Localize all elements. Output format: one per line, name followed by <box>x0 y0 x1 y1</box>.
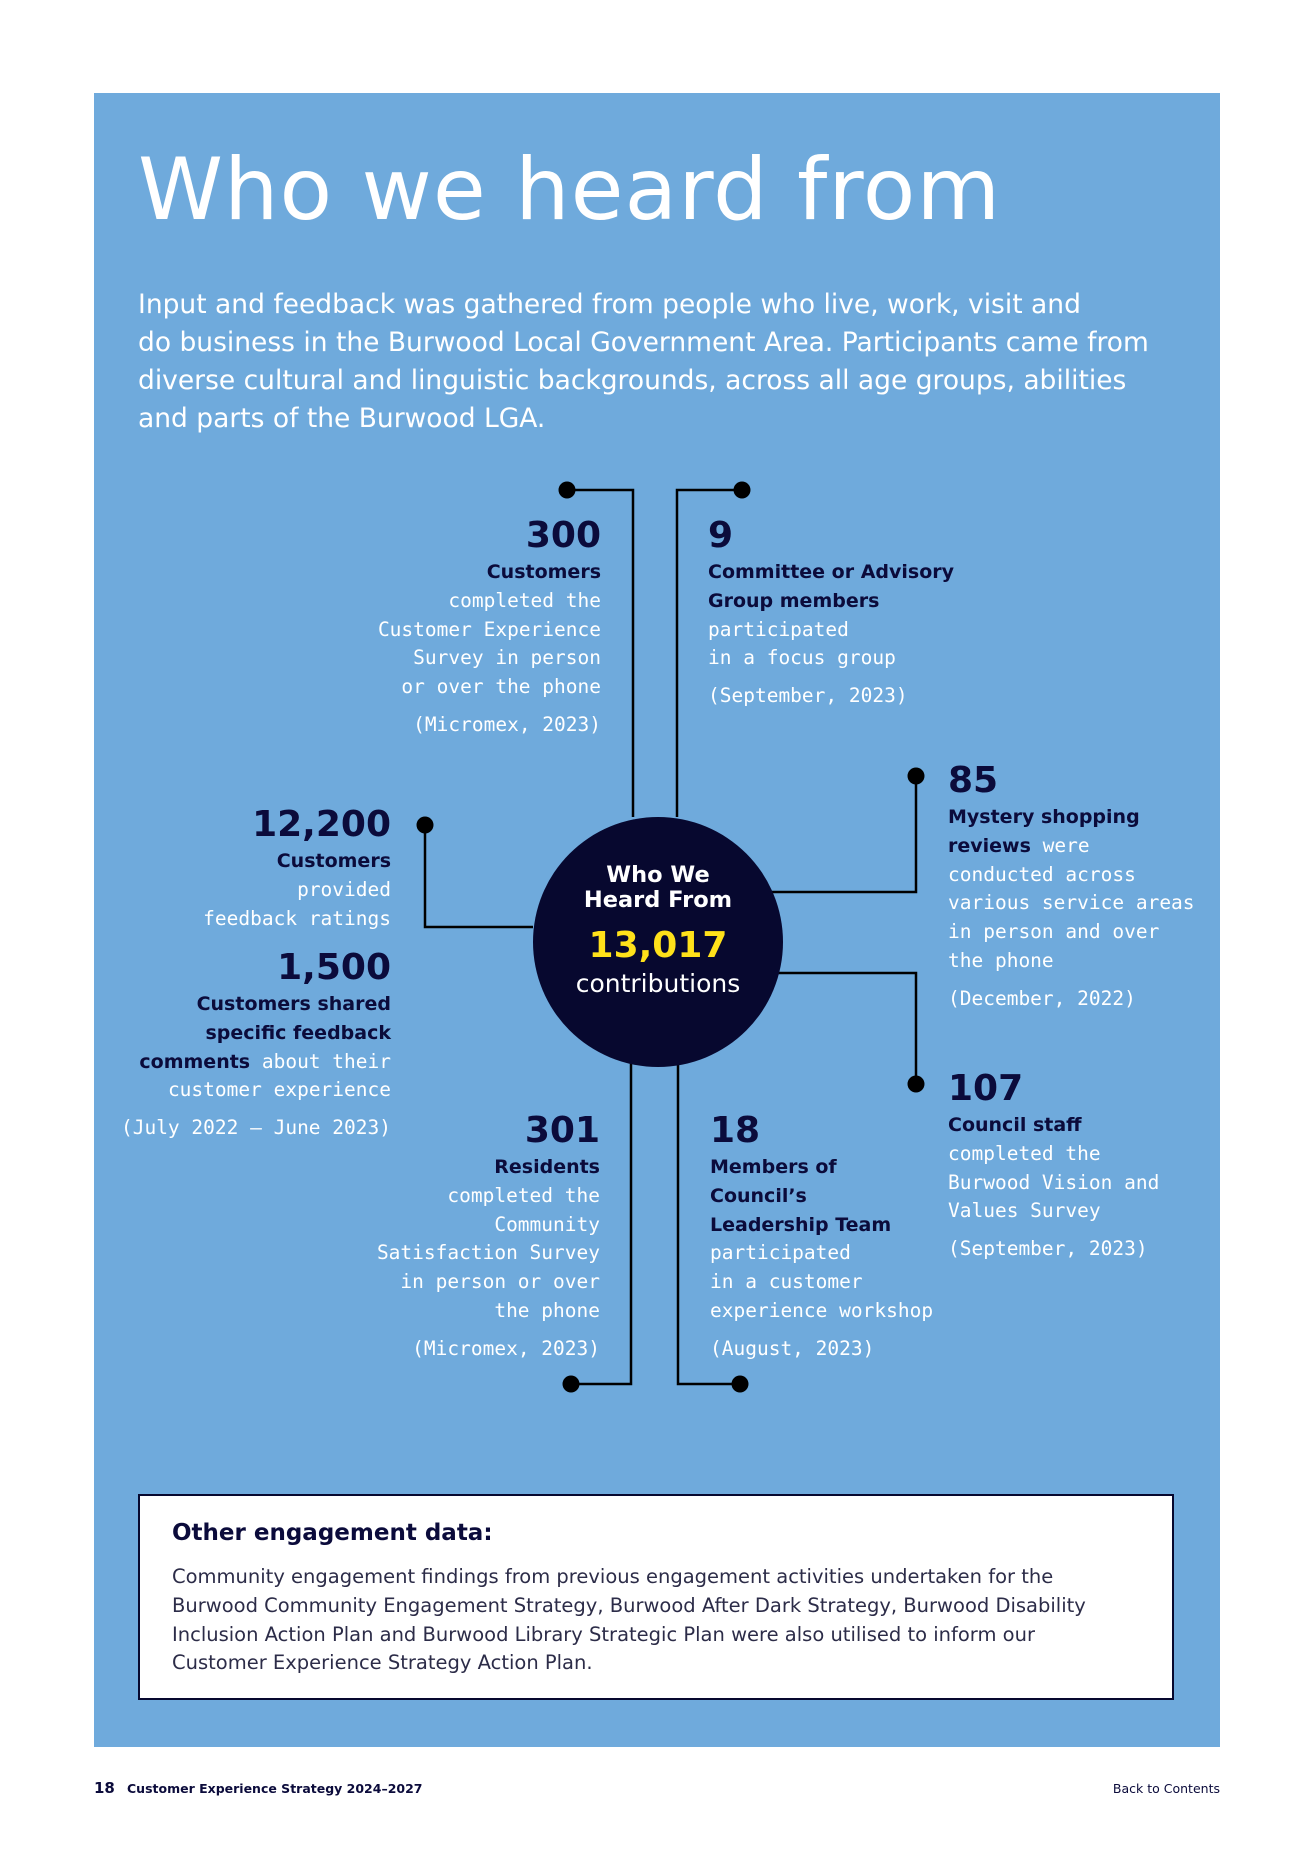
stat-label-bold: Mystery shopping <box>948 806 1140 828</box>
stat-feedback-comments <box>121 946 391 1143</box>
stat-text: experience workshop <box>710 1298 934 1322</box>
stat-number: 85 <box>948 760 999 801</box>
connector-left <box>425 825 533 927</box>
stat-residents <box>377 1109 600 1364</box>
stat-label-bold: specific feedback <box>205 1021 391 1044</box>
intro-line: do business in the Burwood Local Government Area. Participants came from <box>138 327 1149 358</box>
circle-heading: Who We Heard From <box>583 862 733 913</box>
intro-line: Input and feedback was gathered from people who live, work, visit and <box>138 289 1081 320</box>
stat-text: Burwood Vision and <box>948 1170 1160 1194</box>
stat-text: in person or over <box>400 1270 600 1294</box>
stat-mixed-line: comments about their <box>139 1049 391 1073</box>
connector-dot <box>417 817 434 834</box>
other-engagement-box <box>138 1494 1174 1700</box>
stat-source: (Micromex, 2023) <box>412 1336 600 1360</box>
stat-label-bold: Council staff <box>948 1114 1082 1136</box>
stat-text: the phone <box>494 1298 600 1322</box>
stat-text: Values Survey <box>948 1199 1101 1223</box>
connector-right-lower <box>772 973 916 1084</box>
intro-line: and parts of the Burwood LGA. <box>138 403 546 434</box>
connector-dot <box>908 768 925 785</box>
stat-source: (September, 2023) <box>948 1237 1148 1261</box>
stat-number: 18 <box>710 1110 761 1151</box>
stat-customer-survey <box>378 514 601 740</box>
stat-text: or over the phone <box>401 675 601 699</box>
stat-text: participated <box>710 1241 851 1265</box>
stat-text: feedback ratings <box>203 906 391 930</box>
stat-label-bold: Customers <box>486 561 601 583</box>
stat-text: the phone <box>948 948 1054 972</box>
stat-feedback-ratings <box>203 803 391 933</box>
footer-document-title: Customer Experience Strategy 2024–2027 <box>127 1781 423 1796</box>
intro-line: diverse cultural and linguistic backgrounds, across all age groups, abilities <box>138 365 1127 396</box>
stat-text: conducted across <box>948 862 1136 886</box>
stat-text: Survey in person <box>413 646 601 670</box>
connector-dot <box>732 1376 749 1393</box>
connector-dot <box>734 482 751 499</box>
other-engagement-title: Other engagement data: <box>172 1520 493 1546</box>
stat-text: various service areas <box>948 891 1195 915</box>
stat-source: (August, 2023) <box>710 1336 875 1360</box>
stat-text: participated <box>708 617 849 641</box>
stat-number: 9 <box>708 515 734 556</box>
box-text-line: Inclusion Action Plan and Burwood Library Strategic Plan were also utilised to inform our <box>172 1622 1035 1646</box>
stat-mixed-line: reviews were <box>948 833 1090 857</box>
stat-mystery-shopping <box>948 759 1195 1014</box>
stat-number: 12,200 <box>252 804 391 845</box>
connector-dot <box>563 1376 580 1393</box>
stat-label-bold: Customers <box>276 850 391 872</box>
stat-leadership-team <box>710 1109 933 1364</box>
stat-label-bold: Group members <box>708 589 880 612</box>
stat-label-bold: Members of <box>710 1156 837 1178</box>
stat-text: in a customer <box>710 1270 863 1294</box>
stat-number: 300 <box>525 515 601 556</box>
stat-text: completed the <box>448 588 601 612</box>
stat-text: in a focus group <box>708 646 896 670</box>
total-contributions-circle <box>533 817 783 1067</box>
connector-dot <box>908 1076 925 1093</box>
box-text-line: Customer Experience Strategy Action Plan. <box>172 1651 593 1675</box>
stat-text: completed the <box>447 1183 600 1207</box>
stat-label-bold: Customers shared <box>196 993 391 1015</box>
stat-number: 301 <box>524 1110 600 1151</box>
page-number: 18 <box>94 1779 115 1797</box>
box-text-line: Burwood Community Engagement Strategy, Burwood After Dark Strategy, Burwood Disability <box>172 1593 1086 1617</box>
stat-label-bold: Council’s <box>710 1184 807 1207</box>
stat-text: Satisfaction Survey <box>376 1241 600 1265</box>
stat-source: (September, 2023) <box>708 684 908 708</box>
box-text-line: Community engagement findings from previous engagement activities undertaken for the <box>172 1565 1054 1588</box>
stat-council-staff <box>948 1067 1159 1264</box>
connector-right-upper <box>772 776 916 892</box>
stat-committee <box>708 514 954 711</box>
stat-source: (December, 2022) <box>948 986 1136 1010</box>
back-to-contents-link[interactable]: Back to Contents <box>1112 1781 1220 1796</box>
stat-source: (Micromex, 2023) <box>413 712 601 736</box>
stat-text: Community <box>494 1212 600 1236</box>
total-contributions-label: contributions <box>575 969 741 998</box>
other-engagement-text <box>172 1563 1152 1678</box>
stat-text: in person and over <box>948 920 1160 944</box>
stat-source: (July 2022 – June 2023) <box>120 1116 391 1140</box>
stat-label-bold: Leadership Team <box>710 1213 892 1236</box>
stat-text: completed the <box>948 1141 1101 1165</box>
total-contributions-number: 13,017 <box>588 925 728 966</box>
page-title: Who we heard from <box>138 140 1002 240</box>
stat-text: customer experience <box>167 1078 391 1102</box>
stat-number: 107 <box>948 1068 1024 1109</box>
connector-dot <box>559 482 576 499</box>
stat-number: 1,500 <box>277 947 391 988</box>
stat-label-bold: Residents <box>494 1156 600 1178</box>
stat-label-bold: Committee or Advisory <box>708 561 955 583</box>
stat-text: provided <box>297 877 391 901</box>
stat-text: Customer Experience <box>377 617 601 641</box>
